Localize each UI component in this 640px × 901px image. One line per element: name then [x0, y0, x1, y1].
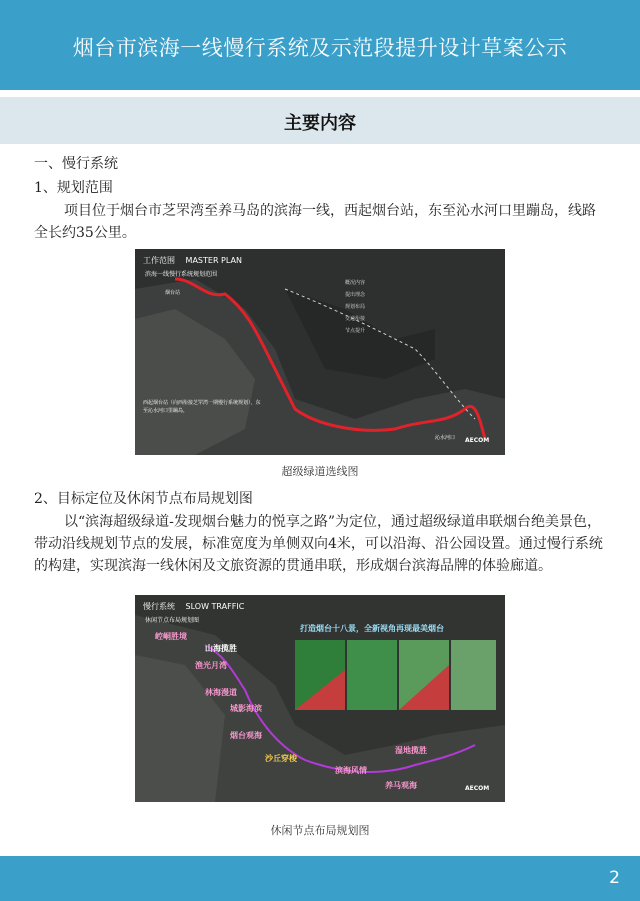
caption-route-map: 超级绿道选线图	[281, 465, 359, 478]
map1-info-panel	[345, 277, 495, 337]
heading-planning-scope: 1、规划范围	[34, 180, 113, 196]
map1-note: 西起烟台站（向西衔接芝罘湾一期慢行系统规划），东至沁水河口里蹦岛，	[143, 400, 261, 414]
node-label: 养马观海	[385, 781, 417, 790]
map2-subtitle: 休闲节点布局规划图	[145, 617, 200, 624]
aecom-logo: AECOM	[465, 437, 490, 444]
heading-slow-system: 一、慢行系统	[34, 156, 118, 172]
map2-title: 慢行系统	[143, 602, 175, 611]
map1-info-item: 提出理念	[345, 292, 366, 298]
node-label: 沙丘穿梭	[265, 754, 297, 763]
paragraph-scope: 项目位于烟台市芝罘湾至养马岛的滨海一线，西起烟台站，东至沁水河口里蹦岛，线路全长约35公里。	[34, 203, 596, 241]
map2-title-en: SLOW TRAFFIC	[185, 602, 245, 611]
map1-info-item: 交通衔接	[345, 316, 366, 322]
node-label: 山海揽胜	[205, 644, 237, 653]
map2-banner: 打造烟台十八景，全新视角再现最美烟台	[300, 624, 444, 633]
node-label: 崆峒胜境	[155, 632, 187, 641]
section-band	[0, 97, 640, 144]
node-label: 渔光月湾	[195, 661, 227, 670]
aecom-logo: AECOM	[465, 785, 490, 792]
heading-target-positioning: 2、目标定位及休闲节点布局规划图	[34, 491, 253, 507]
map1-end-label: 沁水河口	[435, 435, 456, 441]
caption-node-map: 休闲节点布局规划图	[270, 824, 370, 837]
node-label: 林海漫道	[205, 688, 237, 697]
map1-title-en: MASTER PLAN	[185, 256, 242, 265]
node-label: 城影海滨	[230, 704, 262, 713]
footer-bar	[0, 856, 640, 901]
map1-info-item: 规划布局	[345, 304, 366, 310]
section-title: 主要内容	[284, 113, 356, 134]
map1-info-item: 节点提升	[345, 328, 366, 334]
greenway-route-map	[135, 249, 505, 455]
node-label: 滨海风情	[335, 766, 367, 775]
map1-info-heading: 概况内容	[345, 280, 366, 286]
page-number: 2	[609, 868, 620, 888]
leisure-node-map	[135, 595, 505, 802]
header-bar	[0, 0, 640, 90]
paragraph-positioning: 以“滨海超级绿道-发现烟台魅力的悦享之路”为定位，通过超级绿道串联烟台绝美景色，带动沿线规划节点的发展，标准宽度为单侧双向4米，可以沿海、沿公园设置。通过慢行系统的构建，实现滨海一线休闲及文旅资源的贯通串联，形成烟台滨海品牌的体验廊道。	[34, 514, 603, 574]
page-title: 烟台市滨海一线慢行系统及示范段提升设计草案公示	[72, 36, 568, 60]
map1-title: 工作范围	[143, 256, 175, 265]
node-label: 湿地揽胜	[395, 746, 427, 755]
node-label: 烟台观海	[230, 731, 262, 740]
map1-subtitle: 滨海一线慢行系统规划范围	[145, 271, 218, 278]
map1-start-label: 烟台站	[165, 290, 181, 296]
